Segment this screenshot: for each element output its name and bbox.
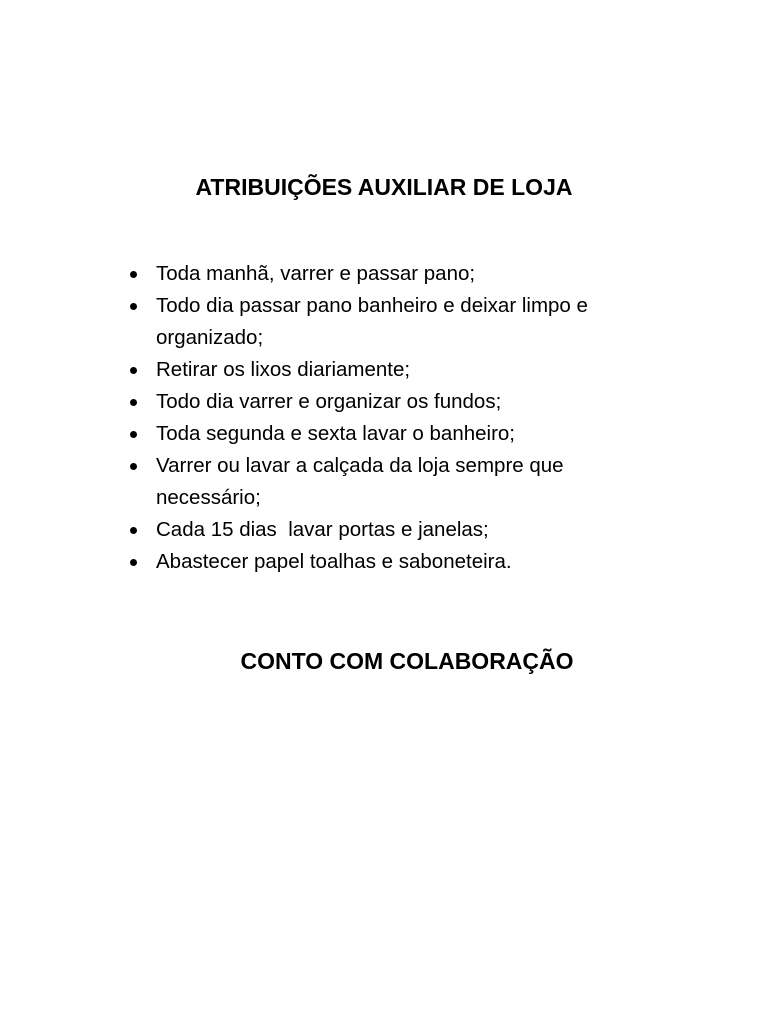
task-text: Varrer ou lavar a calçada da loja sempre que necessário; [156,454,564,509]
bullet-icon [130,303,137,310]
task-text: Todo dia varrer e organizar os fundos; [156,390,502,413]
task-text: Todo dia passar pano banheiro e deixar limpo e organizado; [156,294,588,349]
bullet-icon [130,463,137,470]
task-item [130,546,670,578]
task-item [130,258,670,290]
task-item [130,450,670,514]
closing-statement-text: CONTO COM COLABORAÇÃO [240,648,574,674]
task-text: Toda manhã, varrer e passar pano; [156,262,476,285]
bullet-icon [130,367,137,374]
document-title [0,172,768,202]
task-list [130,258,670,578]
bullet-icon [130,431,137,438]
task-item [130,354,670,386]
task-item [130,514,670,546]
task-text: Toda segunda e sexta lavar o banheiro; [156,422,516,445]
task-text: Retirar os lixos diariamente; [156,358,411,381]
task-text: Cada 15 dias lavar portas e janelas; [156,518,489,541]
bullet-icon [130,399,137,406]
bullet-icon [130,559,137,566]
task-item [130,418,670,450]
task-item [130,386,670,418]
closing-statement [0,646,768,676]
task-text: Abastecer papel toalhas e saboneteira. [156,550,512,573]
bullet-icon [130,271,137,278]
task-item [130,290,670,354]
bullet-icon [130,527,137,534]
document-title-text: ATRIBUIÇÕES AUXILIAR DE LOJA [195,174,573,200]
